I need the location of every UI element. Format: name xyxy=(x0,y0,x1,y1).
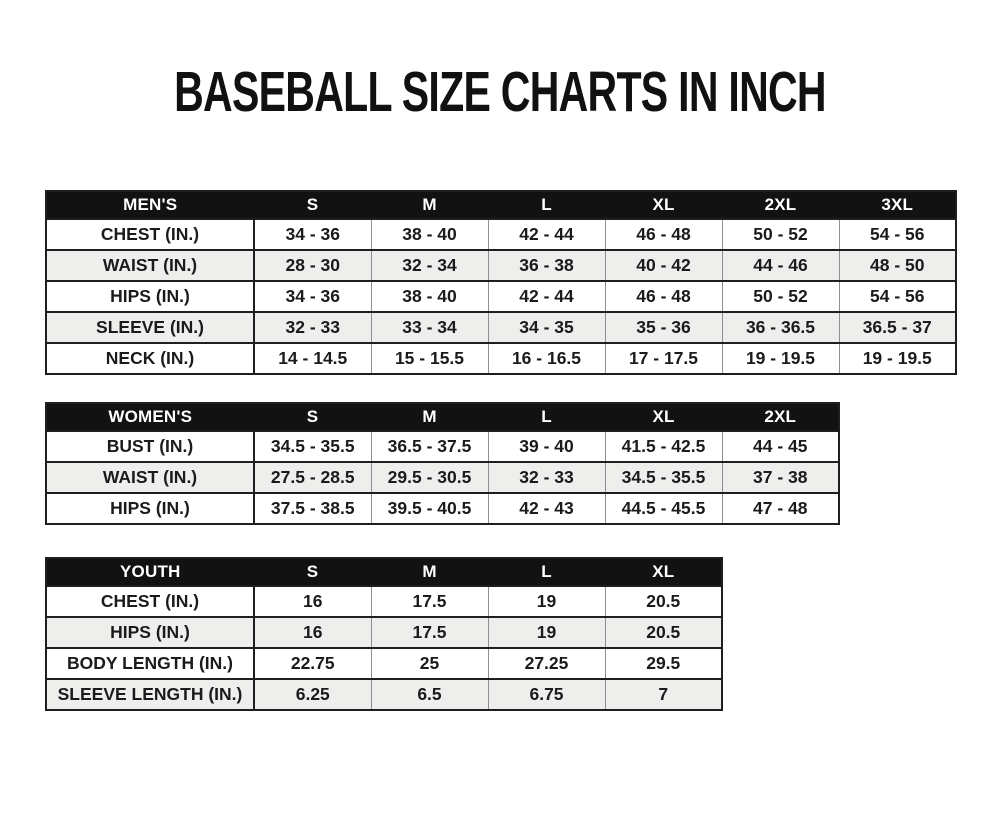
size-value-cell: 48 - 50 xyxy=(839,250,956,281)
size-column-header: S xyxy=(254,403,371,431)
size-value-cell: 40 - 42 xyxy=(605,250,722,281)
size-value-cell: 33 - 34 xyxy=(371,312,488,343)
table-title-cell: WOMEN'S xyxy=(46,403,254,431)
row-label-cell: HIPS (IN.) xyxy=(46,493,254,524)
size-value-cell: 46 - 48 xyxy=(605,281,722,312)
size-column-header: S xyxy=(254,191,371,219)
size-value-cell: 20.5 xyxy=(605,617,722,648)
size-value-cell: 38 - 40 xyxy=(371,219,488,250)
row-label-cell: HIPS (IN.) xyxy=(46,281,254,312)
size-value-cell: 29.5 - 30.5 xyxy=(371,462,488,493)
row-label-cell: BUST (IN.) xyxy=(46,431,254,462)
size-value-cell: 42 - 44 xyxy=(488,281,605,312)
size-value-cell: 34.5 - 35.5 xyxy=(254,431,371,462)
row-label-cell: BODY LENGTH (IN.) xyxy=(46,648,254,679)
size-column-header: XL xyxy=(605,403,722,431)
size-value-cell: 6.25 xyxy=(254,679,371,710)
table-row xyxy=(46,679,722,710)
size-column-header: L xyxy=(488,191,605,219)
size-value-cell: 34 - 35 xyxy=(488,312,605,343)
youth-size-table xyxy=(45,557,723,711)
row-label-cell: CHEST (IN.) xyxy=(46,586,254,617)
size-value-cell: 44.5 - 45.5 xyxy=(605,493,722,524)
table-row xyxy=(46,219,956,250)
table-row xyxy=(46,493,839,524)
header-row xyxy=(46,403,839,431)
table-row xyxy=(46,312,956,343)
header-row xyxy=(46,558,722,586)
size-value-cell: 28 - 30 xyxy=(254,250,371,281)
size-value-cell: 32 - 34 xyxy=(371,250,488,281)
size-value-cell: 19 - 19.5 xyxy=(839,343,956,374)
page-title: BASEBALL SIZE CHARTS IN INCH xyxy=(174,60,826,124)
size-value-cell: 41.5 - 42.5 xyxy=(605,431,722,462)
size-value-cell: 50 - 52 xyxy=(722,281,839,312)
table-row xyxy=(46,586,722,617)
size-value-cell: 14 - 14.5 xyxy=(254,343,371,374)
size-value-cell: 17 - 17.5 xyxy=(605,343,722,374)
size-value-cell: 19 xyxy=(488,617,605,648)
size-column-header: S xyxy=(254,558,371,586)
row-label-cell: WAIST (IN.) xyxy=(46,462,254,493)
size-column-header: XL xyxy=(605,558,722,586)
table-row xyxy=(46,462,839,493)
size-value-cell: 7 xyxy=(605,679,722,710)
size-value-cell: 36 - 36.5 xyxy=(722,312,839,343)
size-value-cell: 44 - 46 xyxy=(722,250,839,281)
size-value-cell: 32 - 33 xyxy=(488,462,605,493)
table-row xyxy=(46,343,956,374)
size-value-cell: 16 xyxy=(254,617,371,648)
header-row xyxy=(46,191,956,219)
size-value-cell: 50 - 52 xyxy=(722,219,839,250)
table-title-cell: YOUTH xyxy=(46,558,254,586)
size-value-cell: 6.5 xyxy=(371,679,488,710)
size-value-cell: 35 - 36 xyxy=(605,312,722,343)
size-value-cell: 42 - 43 xyxy=(488,493,605,524)
table-title-cell: MEN'S xyxy=(46,191,254,219)
table-row xyxy=(46,648,722,679)
size-value-cell: 29.5 xyxy=(605,648,722,679)
size-column-header: 2XL xyxy=(722,403,839,431)
size-value-cell: 37.5 - 38.5 xyxy=(254,493,371,524)
size-value-cell: 39.5 - 40.5 xyxy=(371,493,488,524)
size-column-header: 2XL xyxy=(722,191,839,219)
size-value-cell: 20.5 xyxy=(605,586,722,617)
size-column-header: 3XL xyxy=(839,191,956,219)
table-row xyxy=(46,281,956,312)
size-value-cell: 17.5 xyxy=(371,586,488,617)
womens-size-table xyxy=(45,402,840,525)
table-row xyxy=(46,617,722,648)
size-value-cell: 44 - 45 xyxy=(722,431,839,462)
size-value-cell: 34 - 36 xyxy=(254,281,371,312)
size-value-cell: 36 - 38 xyxy=(488,250,605,281)
row-label-cell: WAIST (IN.) xyxy=(46,250,254,281)
size-value-cell: 34.5 - 35.5 xyxy=(605,462,722,493)
size-value-cell: 22.75 xyxy=(254,648,371,679)
row-label-cell: SLEEVE LENGTH (IN.) xyxy=(46,679,254,710)
size-column-header: M xyxy=(371,558,488,586)
size-column-header: L xyxy=(488,403,605,431)
size-value-cell: 27.25 xyxy=(488,648,605,679)
size-value-cell: 25 xyxy=(371,648,488,679)
size-value-cell: 36.5 - 37 xyxy=(839,312,956,343)
size-value-cell: 54 - 56 xyxy=(839,219,956,250)
size-value-cell: 16 - 16.5 xyxy=(488,343,605,374)
size-value-cell: 34 - 36 xyxy=(254,219,371,250)
size-value-cell: 47 - 48 xyxy=(722,493,839,524)
size-value-cell: 6.75 xyxy=(488,679,605,710)
row-label-cell: HIPS (IN.) xyxy=(46,617,254,648)
row-label-cell: SLEEVE (IN.) xyxy=(46,312,254,343)
table-row xyxy=(46,431,839,462)
size-column-header: M xyxy=(371,191,488,219)
size-value-cell: 27.5 - 28.5 xyxy=(254,462,371,493)
size-value-cell: 39 - 40 xyxy=(488,431,605,462)
size-column-header: XL xyxy=(605,191,722,219)
row-label-cell: CHEST (IN.) xyxy=(46,219,254,250)
size-value-cell: 37 - 38 xyxy=(722,462,839,493)
size-value-cell: 46 - 48 xyxy=(605,219,722,250)
size-value-cell: 15 - 15.5 xyxy=(371,343,488,374)
row-label-cell: NECK (IN.) xyxy=(46,343,254,374)
size-column-header: L xyxy=(488,558,605,586)
size-value-cell: 19 - 19.5 xyxy=(722,343,839,374)
size-charts-container xyxy=(45,190,1000,711)
size-value-cell: 16 xyxy=(254,586,371,617)
size-value-cell: 19 xyxy=(488,586,605,617)
size-value-cell: 17.5 xyxy=(371,617,488,648)
size-value-cell: 36.5 - 37.5 xyxy=(371,431,488,462)
mens-size-table xyxy=(45,190,957,375)
size-column-header: M xyxy=(371,403,488,431)
table-row xyxy=(46,250,956,281)
size-value-cell: 54 - 56 xyxy=(839,281,956,312)
size-value-cell: 42 - 44 xyxy=(488,219,605,250)
size-value-cell: 32 - 33 xyxy=(254,312,371,343)
size-value-cell: 38 - 40 xyxy=(371,281,488,312)
